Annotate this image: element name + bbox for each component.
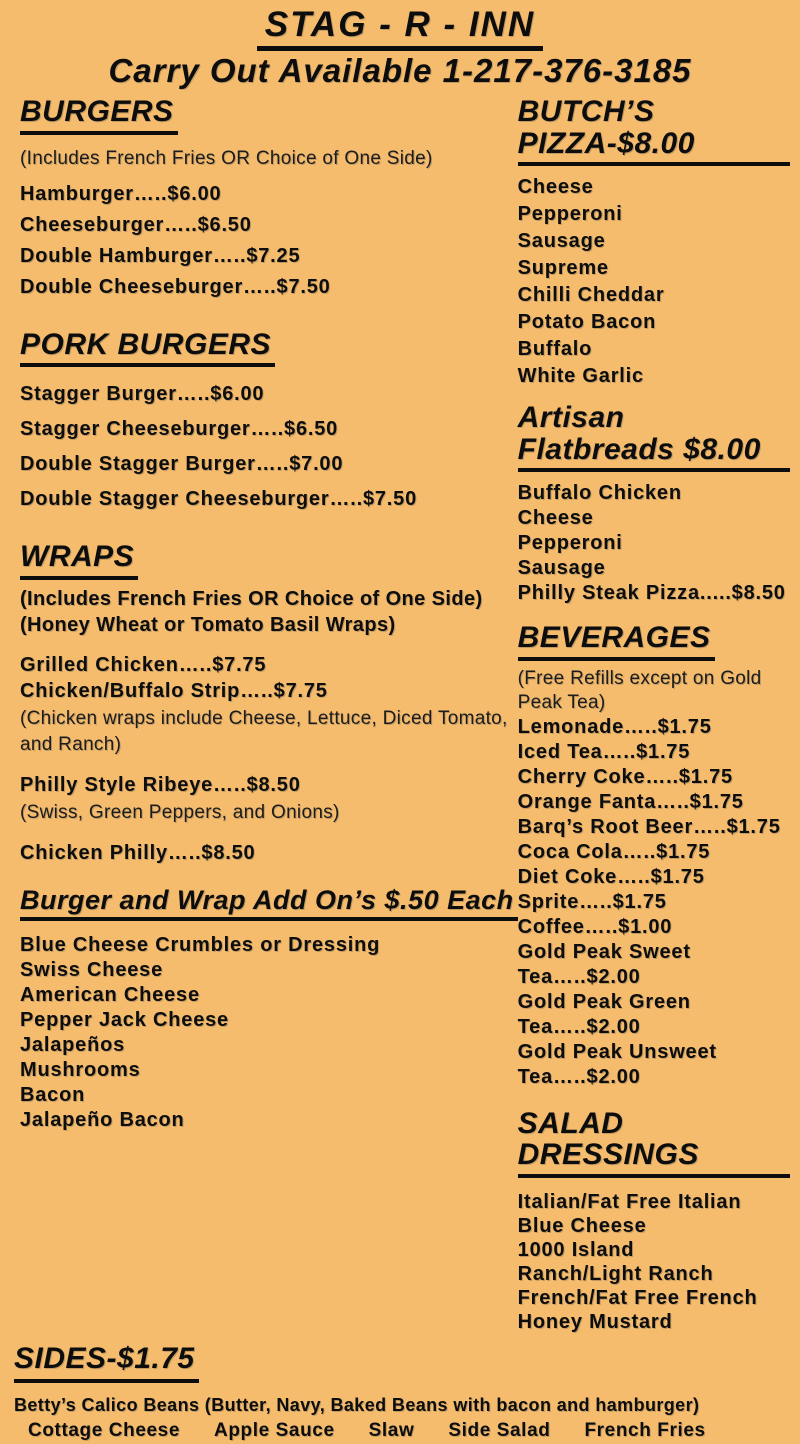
menu-line: Supreme bbox=[517, 257, 609, 279]
menu-line: Pepper Jack Cheese bbox=[20, 1008, 229, 1031]
section-heading: BEVERAGES bbox=[518, 622, 790, 661]
menu-line: Double Hamburger…..$7.25 bbox=[20, 244, 301, 267]
menu-line: (Swiss, Green Peppers, and Onions) bbox=[20, 801, 340, 823]
menu-line: Lemonade…..$1.75 bbox=[517, 715, 712, 738]
menu-line: Chilli Cheddar bbox=[517, 284, 665, 306]
menu-line: (Includes French Fries OR Choice of One Side) bbox=[20, 587, 483, 610]
menu-line: White Garlic bbox=[517, 365, 644, 387]
section-heading: BURGERS bbox=[20, 96, 518, 135]
section-beverages bbox=[518, 622, 790, 1090]
menu-line: Bacon bbox=[20, 1083, 86, 1106]
section-wraps bbox=[20, 541, 518, 866]
section-pizza bbox=[518, 96, 790, 390]
menu-line: Buffalo Chicken bbox=[517, 482, 682, 504]
menu-columns bbox=[0, 90, 800, 1334]
menu-line: (Free Refills except on Gold Peak Tea) bbox=[517, 667, 762, 713]
section-heading: WRAPS bbox=[20, 541, 518, 580]
right-column bbox=[518, 96, 790, 1334]
menu-line: Gold Peak Green Tea…..$2.00 bbox=[517, 990, 691, 1038]
section-heading: BUTCH’S PIZZA-$8.00 bbox=[518, 96, 790, 166]
menu-line: Double Stagger Cheeseburger…..$7.50 bbox=[20, 488, 418, 510]
section-burgers bbox=[20, 96, 518, 303]
menu-line: Blue Cheese Crumbles or Dressing bbox=[20, 933, 381, 956]
menu-line: (Includes French Fries OR Choice of One Side) bbox=[20, 147, 433, 169]
restaurant-name: STAG - R - INN bbox=[257, 5, 543, 51]
menu-line: Gold Peak Sweet Tea…..$2.00 bbox=[517, 940, 691, 988]
menu-line: Cherry Coke…..$1.75 bbox=[517, 765, 733, 788]
side-item: Apple Sauce bbox=[214, 1419, 335, 1441]
menu-line: Orange Fanta…..$1.75 bbox=[517, 790, 744, 813]
section-heading: SIDES-$1.75 bbox=[14, 1342, 786, 1383]
menu-line: Potato Bacon bbox=[517, 311, 657, 333]
menu-line: American Cheese bbox=[20, 983, 200, 1006]
menu-line: Pepperoni bbox=[517, 203, 623, 225]
menu-line: Blue Cheese bbox=[517, 1214, 647, 1237]
menu-line: Sausage bbox=[517, 557, 606, 579]
section-heading: Artisan Flatbreads $8.00 bbox=[518, 402, 790, 472]
menu-line: Cheeseburger…..$6.50 bbox=[20, 213, 252, 236]
menu-line: Sausage bbox=[517, 230, 606, 252]
menu-line: French/Fat Free French bbox=[517, 1286, 758, 1309]
menu-line: Grilled Chicken…..$7.75 bbox=[20, 653, 267, 676]
side-item: Cottage Cheese bbox=[28, 1419, 180, 1441]
section-heading: Burger and Wrap Add On’s $.50 Each bbox=[20, 886, 518, 921]
menu-line: Stagger Burger…..$6.00 bbox=[20, 383, 265, 405]
menu-line: Sprite…..$1.75 bbox=[517, 890, 667, 913]
menu-line: Stagger Cheeseburger…..$6.50 bbox=[20, 418, 339, 440]
menu-line: Cheese bbox=[517, 176, 594, 198]
menu-line: Hamburger…..$6.00 bbox=[20, 182, 222, 205]
section-sides bbox=[0, 1334, 800, 1444]
menu-line: Buffalo bbox=[517, 338, 593, 360]
menu-line: Ranch/Light Ranch bbox=[517, 1262, 714, 1285]
carryout-phone-line: Carry Out Available 1-217-376-3185 bbox=[108, 52, 692, 89]
menu-line: Chicken Philly…..$8.50 bbox=[20, 841, 256, 864]
menu-line: Double Stagger Burger…..$7.00 bbox=[20, 453, 344, 475]
menu-line: Italian/Fat Free Italian bbox=[517, 1190, 742, 1213]
left-column bbox=[20, 96, 518, 1334]
menu-line: Philly Style Ribeye…..$8.50 bbox=[20, 773, 301, 796]
menu-line: 1000 Island bbox=[517, 1238, 635, 1261]
menu-line: (Chicken wraps include Cheese, Lettuce, Diced Tomato, and Ranch) bbox=[20, 707, 508, 755]
section-heading: PORK BURGERS bbox=[20, 329, 518, 368]
menu-line: Diet Coke…..$1.75 bbox=[517, 865, 705, 888]
side-item: French Fries bbox=[584, 1419, 706, 1441]
section-pork-burgers bbox=[20, 329, 518, 518]
menu-line: (Honey Wheat or Tomato Basil Wraps) bbox=[20, 613, 396, 636]
menu-line: Chicken/Buffalo Strip…..$7.75 bbox=[20, 679, 328, 702]
menu-line: Cheese bbox=[517, 507, 594, 529]
section-flatbreads bbox=[518, 402, 790, 606]
menu-line: Pepperoni bbox=[517, 532, 623, 554]
side-item: Slaw bbox=[368, 1419, 415, 1441]
menu-line: Gold Peak Unsweet Tea…..$2.00 bbox=[517, 1040, 717, 1088]
menu-header bbox=[0, 0, 800, 90]
side-item: Side Salad bbox=[448, 1419, 551, 1441]
menu-line: Swiss Cheese bbox=[20, 958, 164, 981]
menu-line: Iced Tea…..$1.75 bbox=[517, 740, 691, 763]
menu-line: Jalapeños bbox=[20, 1033, 126, 1056]
menu-line: Barq’s Root Beer…..$1.75 bbox=[517, 815, 781, 838]
menu-line: Betty’s Calico Beans (Butter, Navy, Baked Beans with bacon and hamburger) bbox=[14, 1394, 700, 1415]
menu-line: Philly Steak Pizza.....$8.50 bbox=[517, 582, 786, 604]
menu-line: Coca Cola…..$1.75 bbox=[517, 840, 711, 863]
section-dressings bbox=[518, 1108, 790, 1334]
section-heading: SALAD DRESSINGS bbox=[518, 1108, 790, 1178]
menu-line: Coffee…..$1.00 bbox=[517, 915, 673, 938]
menu-line: Double Cheeseburger…..$7.50 bbox=[20, 275, 331, 298]
menu-line: Honey Mustard bbox=[517, 1310, 673, 1333]
section-addons bbox=[20, 886, 518, 1133]
menu-line: Jalapeño Bacon bbox=[20, 1108, 185, 1131]
menu-line: Mushrooms bbox=[20, 1058, 141, 1081]
sides-row bbox=[14, 1418, 786, 1444]
